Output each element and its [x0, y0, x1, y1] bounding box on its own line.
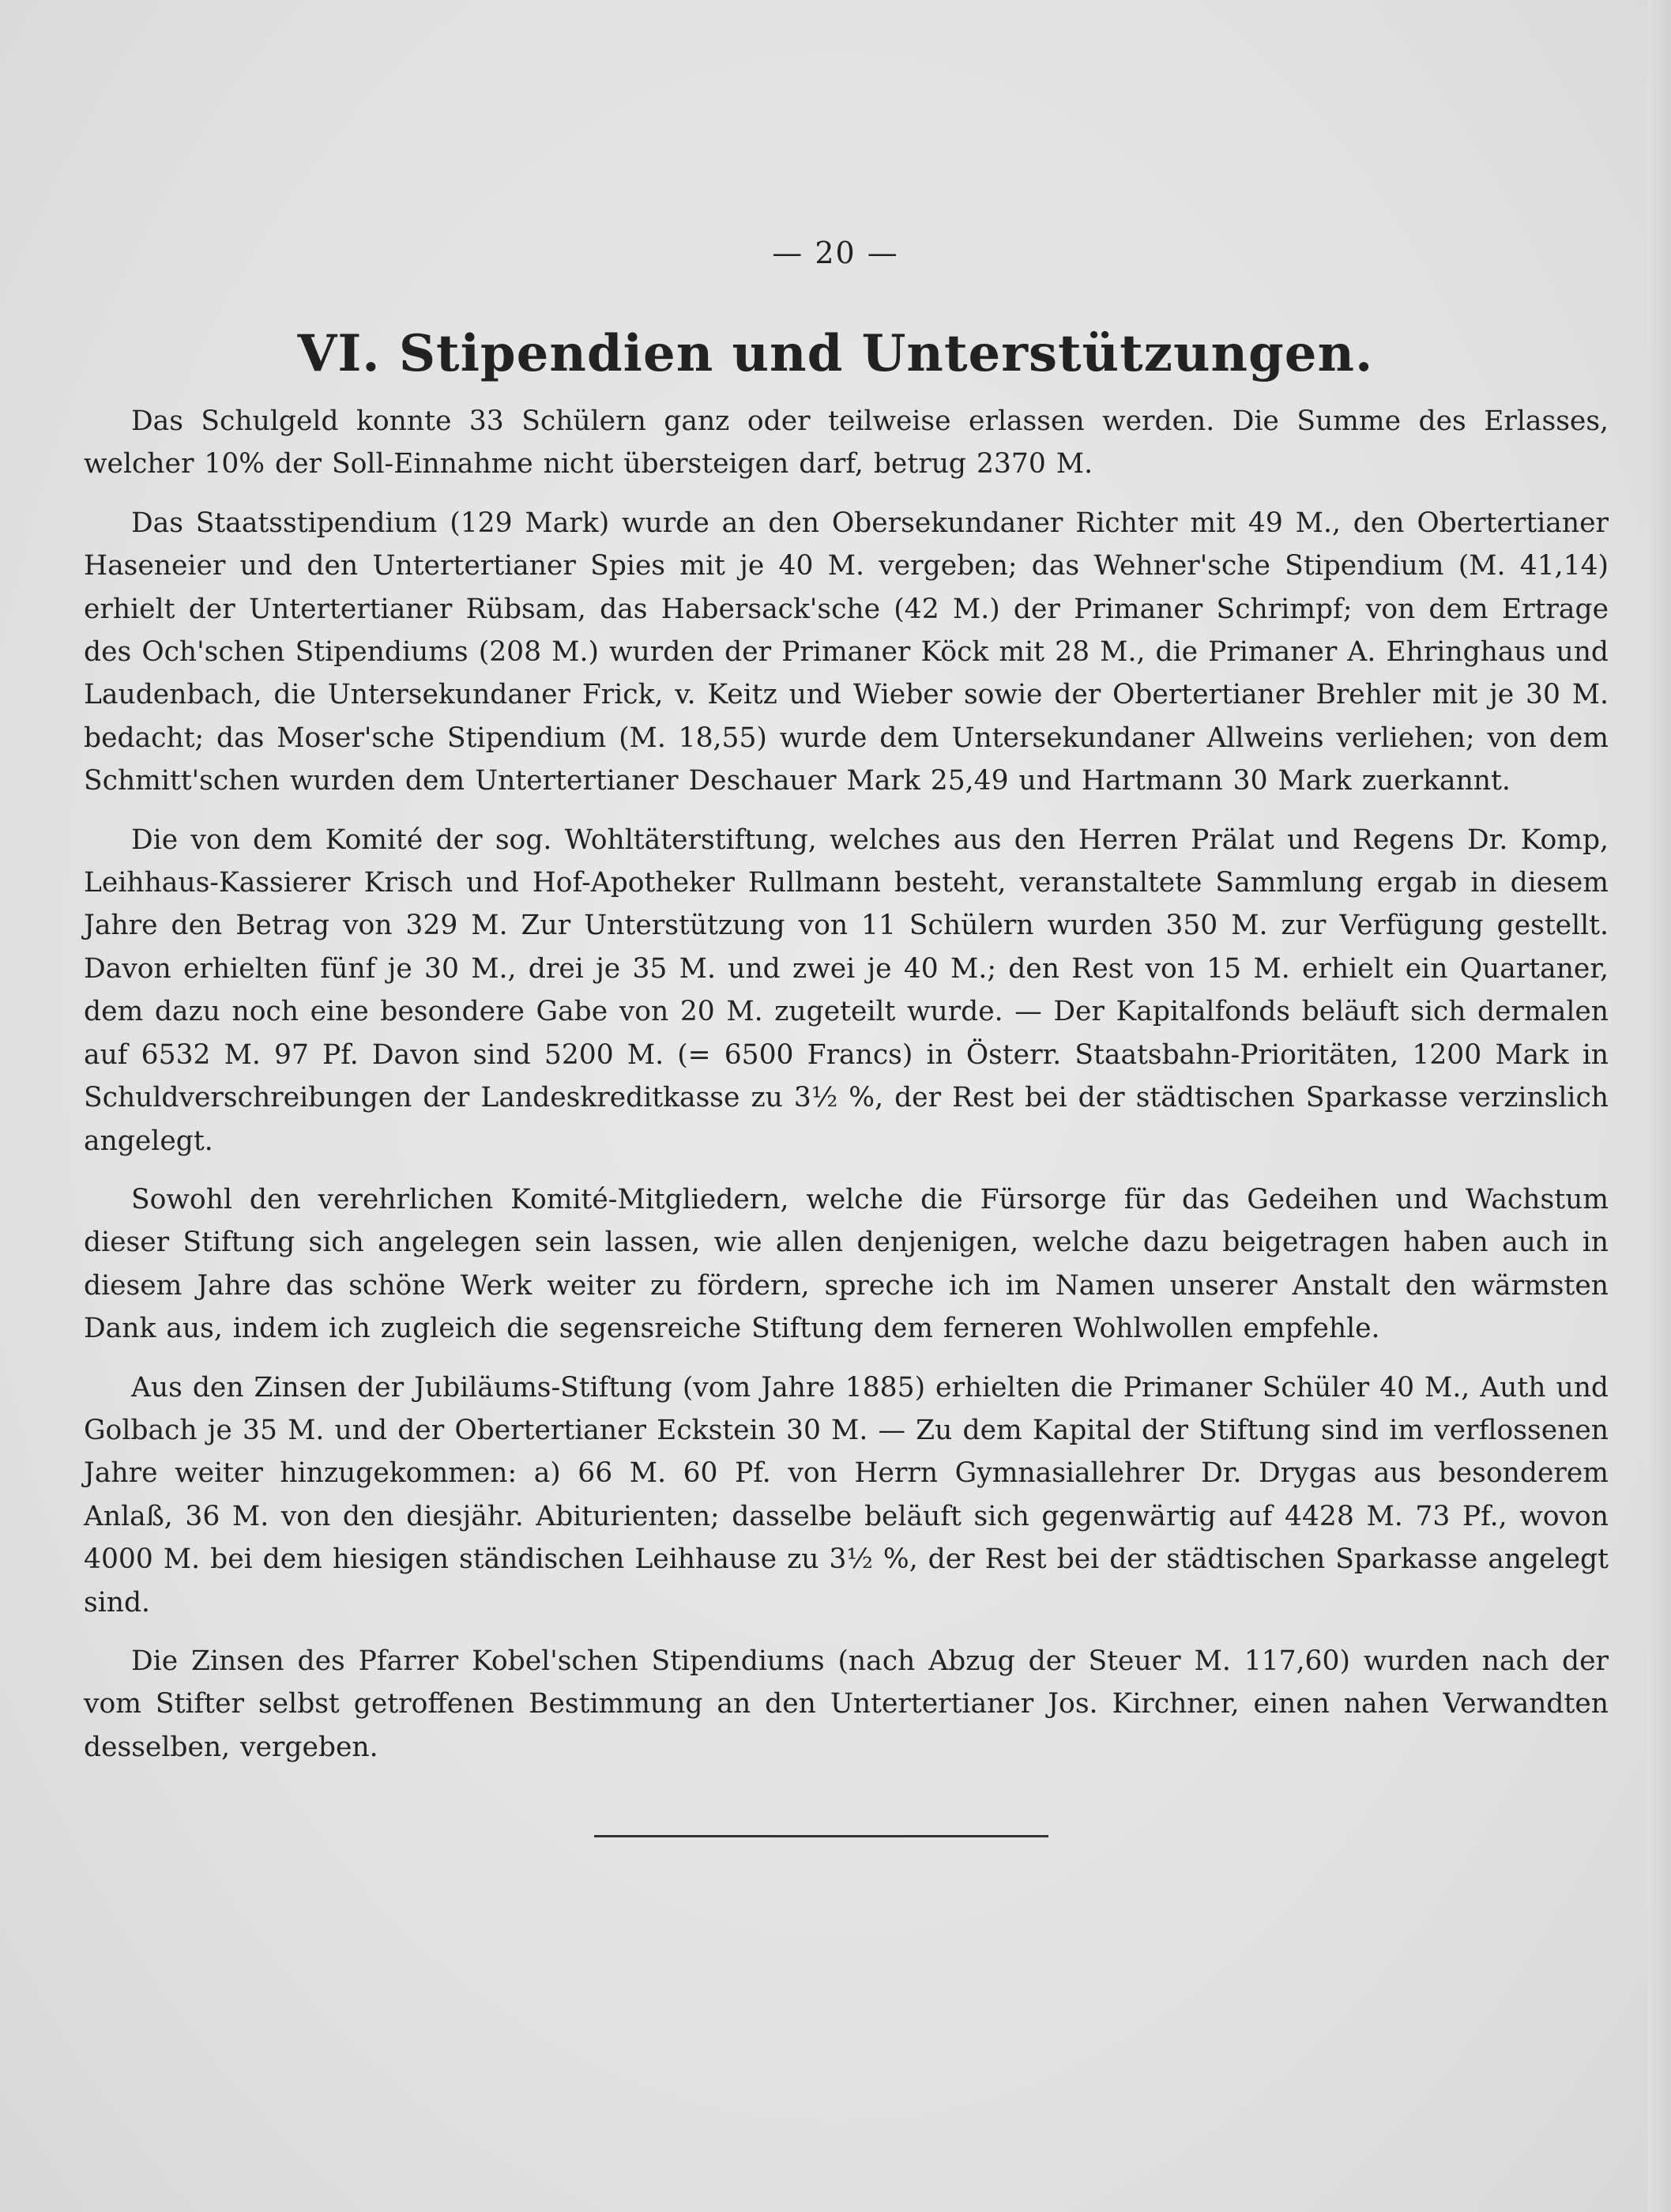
page-number: — 20 —	[772, 236, 899, 270]
paragraph-thanks: Sowohl den verehrlichen Komité-Mitgliedern, welche die Fürsorge für das Gedeihen und Wachstum dieser Stiftung sich angelegen sein lassen, wie allen denjenigen, welche dazu beigetragen haben auch in diesem Jahre das schöne Werk weiter zu fördern, spreche ich im Namen unserer Anstalt den wärmsten Dank aus, indem ich zugleich die segensreiche Stiftung dem ferneren Wohlwollen empfehle.	[84, 1183, 1609, 1345]
paragraph-charity-foundation: Die von dem Komité der sog. Wohltäterstiftung, welches aus den Herren Prälat und Regens Dr. Komp, Leihhaus-Kassierer Krisch und Hof-Apotheker Rullmann besteht, veranstaltete Sammlung ergab in diesem Jahre den Betrag von 329 M. Zur Unterstützung von 11 Schülern wurden 350 M. zur Verfügung gestellt. Davon erhielten fünf je 30 M., drei je 35 M. und zwei je 40 M.; den Rest von 15 M. erhielt ein Quartaner, dem dazu noch eine besondere Gabe von 20 M. zugeteilt wurde. — Der Kapitalfonds beläuft sich dermalen auf 6532 M. 97 Pf. Davon sind 5200 M. (= 6500 Francs) in Österr. Staatsbahn-Prioritäten, 1200 Mark in Schuldverschreibungen der Landeskreditkasse zu 3½ %, der Rest bei der städtischen Sparkasse verzinslich angelegt.	[84, 823, 1609, 1157]
paragraph-kobel-stipend: Die Zinsen des Pfarrer Kobel'schen Stipendiums (nach Abzug der Steuer M. 117,60) wurden nach der vom Stifter selbst getroffenen Bestimmung an den Untertertianer Jos. Kirchner, einen nahen Verwandten desselben, vergeben.	[84, 1645, 1609, 1763]
section-title: VI. Stipendien und Unterstützungen.	[297, 324, 1374, 383]
paragraph-scholarships: Das Staatsstipendium (129 Mark) wurde an den Obersekundaner Richter mit 49 M., den Obertertianer Haseneier und den Untertertianer Spies mit je 40 M. vergeben; das Wehner'sche Stipendium (M. 41,14) erhielt der Untertertianer Rübsam, das Habersack'sche (42 M.) der Primaner Schrimpf; von dem Ertrage des Och'schen Stipendiums (208 M.) wurden der Primaner Köck mit 28 M., die Primaner A. Ehringhaus und Laudenbach, die Untersekundaner Frick, v. Keitz und Wieber sowie der Obertertianer Brehler mit je 30 M. bedacht; das Moser'sche Stipendium (M. 18,55) wurde dem Untersekundaner Allweins verliehen; von dem Schmitt'schen wurden dem Untertertianer Deschauer Mark 25,49 und Hartmann 30 Mark zuerkannt.	[84, 507, 1609, 797]
closing-rule	[594, 1835, 1048, 1837]
paragraph-tuition: Das Schulgeld konnte 33 Schülern ganz oder teilweise erlassen werden. Die Summe des Erlasses, welcher 10% der Soll-Einnahme nicht übersteigen darf, betrug 2370 M.	[84, 405, 1609, 480]
paragraph-jubilee-foundation: Aus den Zinsen der Jubiläums-Stiftung (vom Jahre 1885) erhielten die Primaner Schüler 40 M., Auth und Golbach je 35 M. und der Obertertianer Eckstein 30 M. — Zu dem Kapital der Stiftung sind im verflossenen Jahre weiter hinzugekommen: a) 66 M. 60 Pf. von Herrn Gymnasiallehrer Dr. Drygas aus besonderem Anlaß, 36 M. von den diesjähr. Abiturienten; dasselbe beläuft sich gegenwärtig auf 4428 M. 73 Pf., wovon 4000 M. bei dem hiesigen ständischen Leihhause zu 3½ %, der Rest bei der städtischen Sparkasse angelegt sind.	[84, 1371, 1609, 1618]
body-text	[84, 400, 1609, 1784]
